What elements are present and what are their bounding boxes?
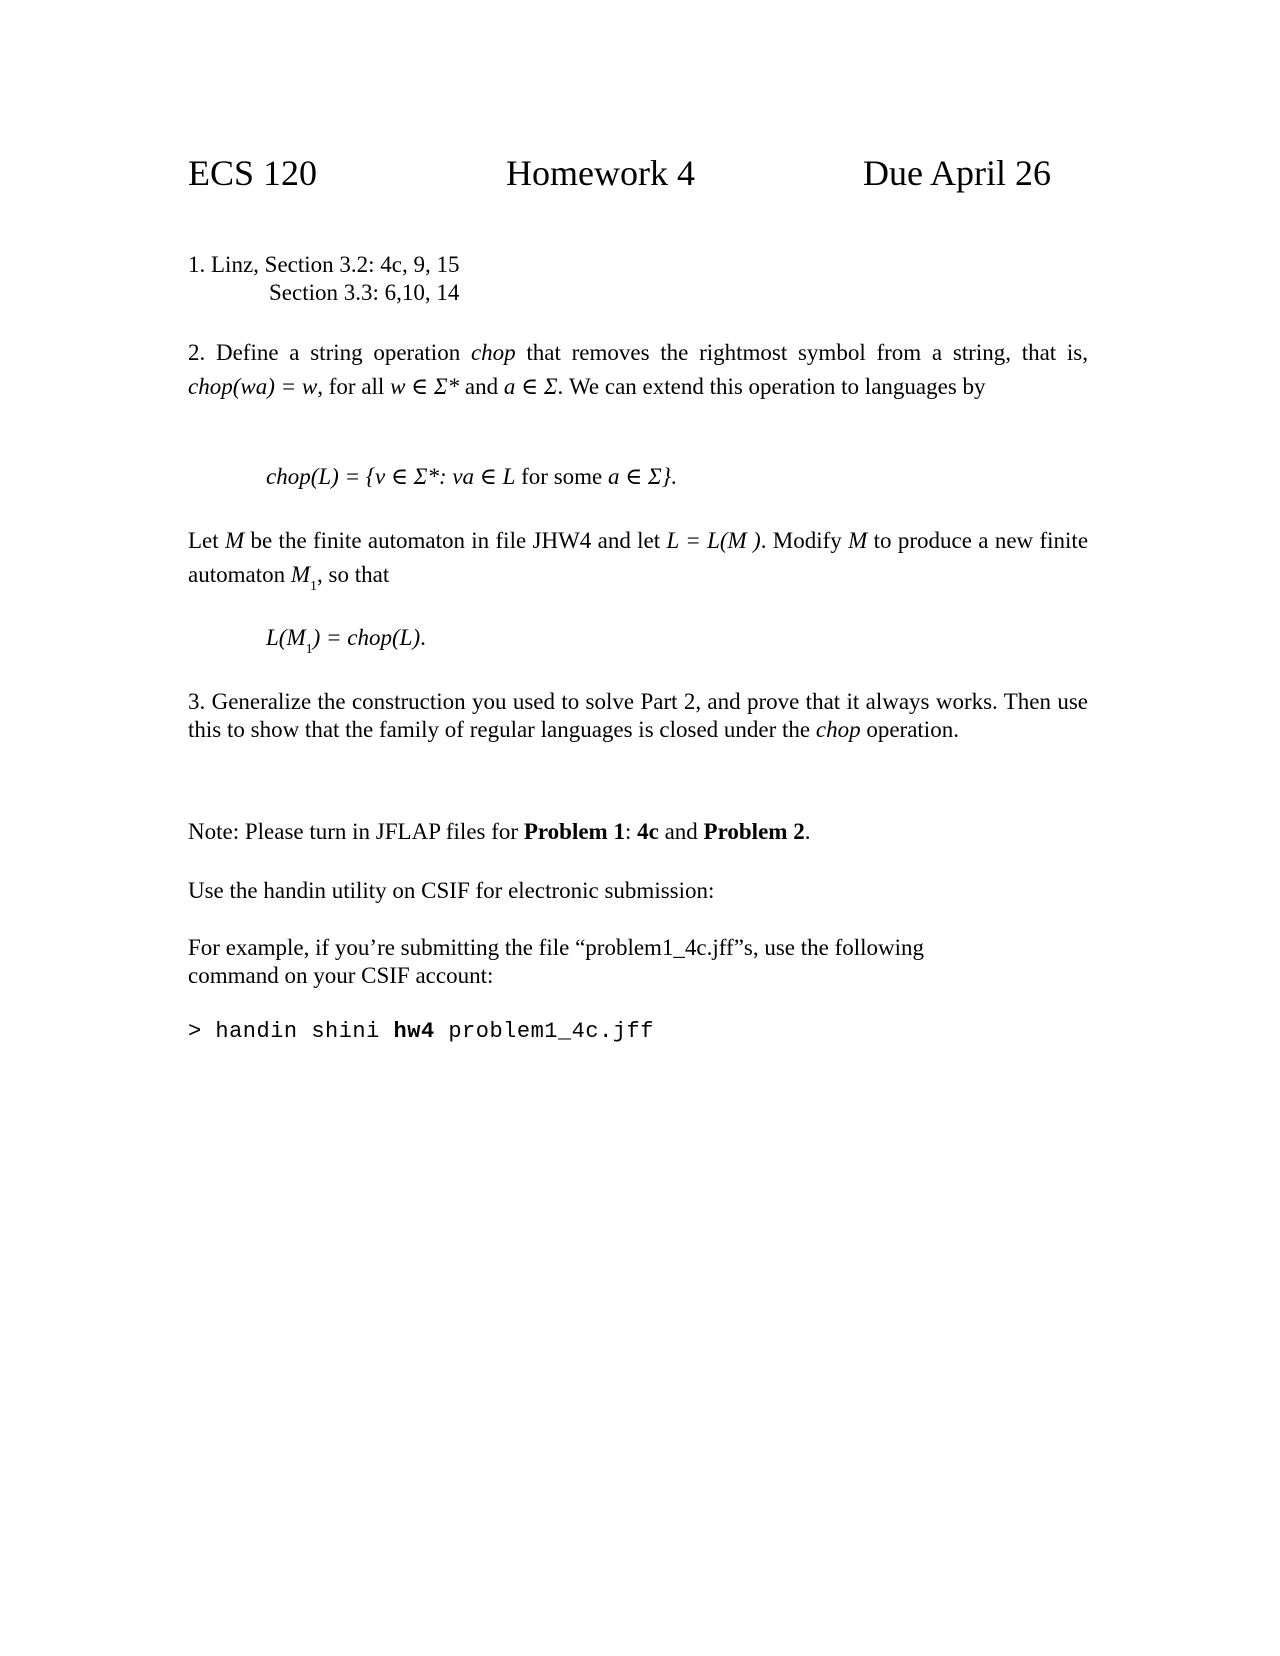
chop-term: chop <box>470 340 516 365</box>
header <box>188 148 1088 198</box>
course-code: ECS 120 <box>188 153 318 193</box>
problem-1 <box>188 251 1088 307</box>
problem-2-task: Let M be the finite automaton in file JHW4 and let L = L(M ). Modify M to produce a new finite automaton $M_1$, so that <box>188 528 1089 594</box>
note: Note: Please turn in JFLAP files for Problem 1: 4c and Problem 2. <box>188 819 811 844</box>
problem-2-intro: 2. Define a string operation chop that removes the rightmost symbol from a string, that is, chop(wa) = w, for all w ∈ Σ* and a ∈ Σ. We can extend this operation to languages by <box>188 340 1089 399</box>
problem-3: 3. Generalize the construction you used to solve Part 2, and prove that it always works. Then use this to show that the family of regular languages is closed under the chop operation. <box>188 689 1088 742</box>
handin-example: For example, if you’re submitting the file “problem1_4c.jff”s, use the following command on your CSIF account: <box>188 935 925 988</box>
page-title: Homework 4 <box>506 153 695 193</box>
problem-1-line-1: 1. Linz, Section 3.2: 4c, 9, 15 <box>188 252 460 277</box>
handin-command: > handin shini hw4 problem1_4c.jff <box>188 1019 654 1044</box>
handin-instructions: Use the handin utility on CSIF for electronic submission: <box>188 878 715 903</box>
problem-1-line-2: Section 3.3: 6,10, 14 <box>269 280 460 305</box>
due-date: Due April 26 <box>863 153 1051 193</box>
equation-L-M1: $L(M_1)$ = chop(L). <box>266 625 426 657</box>
equation-chop-L: chop(L) = {v ∈ Σ*: va ∈ L for some a ∈ Σ}. <box>266 464 677 489</box>
